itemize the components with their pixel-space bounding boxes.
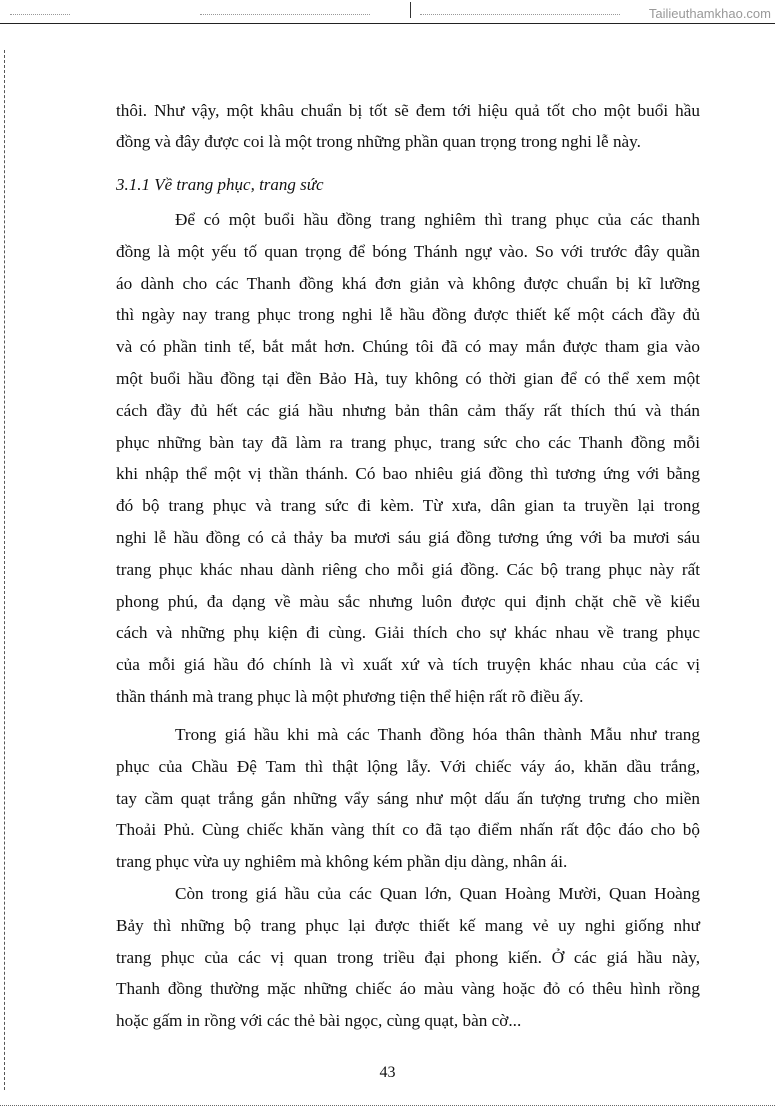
text-line: cách đầy đủ hết các giá hầu nhưng bản thân cảm thấy rất thích thú và thán [116,401,700,420]
text-line: hoặc gấm in rồng với các thẻ bài ngọc, cùng quạt, bàn cờ... [116,1011,522,1030]
text-line: trang phục của các vị quan trong triều đại phong kiến. Ở các giá hầu này, [116,948,700,967]
text-line: Còn trong giá hầu của các Quan lớn, Quan Hoàng Mười, Quan Hoàng [175,884,700,903]
left-margin-rule [4,50,6,1090]
header-scan-noise [10,6,70,15]
text-line: Trong giá hầu khi mà các Thanh đồng hóa thân thành Mẫu như trang [175,725,700,744]
text-line: khi nhập thể một vị thần thánh. Có bao nhiêu giá đồng thì tương ứng với bằng [116,464,700,483]
header-rule [0,23,775,24]
text-line: áo dành cho các Thanh đồng khá đơn giản và không được chuẩn bị kĩ lưỡng [116,274,700,293]
section-heading: 3.1.1 Về trang phục, trang sức [116,175,324,194]
text-line: trang phục khác nhau dành riêng cho mỗi giá đồng. Các bộ trang phục này rất [116,560,700,579]
watermark: Tailieuthamkhao.com [648,6,771,21]
text-line: phục những bàn tay đã làm ra trang phục, trang sức cho các Thanh đồng mỗi [116,433,700,452]
text-line: của mỗi giá hầu đó chính là vì xuất xứ và tích truyện khác nhau của các vị [116,655,700,674]
text-line: Bảy thì những bộ trang phục lại được thiết kế mang vẻ uy nghi giống như [116,916,700,935]
text-line: thì ngày nay trang phục trong nghi lễ hầu đồng được thiết kế một cách đầy đủ [116,305,700,324]
text-line: đó bộ trang phục và trang sức đi kèm. Từ xưa, dân gian ta truyền lại trong [116,496,700,515]
text-line: Thoải Phủ. Cùng chiếc khăn vàng thít co đã tạo điểm nhấn rất độc đáo cho bộ [116,820,700,839]
footer-rule [0,1105,775,1106]
page-number: 43 [379,1064,396,1081]
text-line: thôi. Như vậy, một khâu chuẩn bị tốt sẽ đem tới hiệu quả tốt cho một buổi hầu [116,101,700,120]
text-line: một buổi hầu đồng tại đền Bảo Hà, tuy không có thời gian để có thể xem một [116,369,700,388]
text-line: đồng là một yếu tố quan trọng để bóng Thánh ngự vào. So với trước đây quần [116,242,700,261]
header-scan-noise [420,6,620,15]
text-line: đồng và đây được coi là một trong những phần quan trọng trong nghi lễ này. [116,132,641,151]
text-line: trang phục vừa uy nghiêm mà không kém phần dịu dàng, nhân ái. [116,852,568,871]
text-line: Thanh đồng thường mặc những chiếc áo màu vàng hoặc đỏ có thêu hình rồng [116,979,700,998]
text-line: tay cầm quạt trắng gắn những vẩy sáng như một dấu ấn tượng trưng cho miền [116,789,700,808]
text-line: nghi lễ hầu đồng có cả thảy ba mươi sáu giá đồng tương ứng với ba mươi sáu [116,528,700,547]
text-line: và có phần tinh tế, bắt mắt hơn. Chúng tôi đã có may mắn được tham gia vào [116,337,700,356]
text-line: cách và những phụ kiện đi cùng. Giải thích cho sự khác nhau về trang phục [116,623,700,642]
text-line: phục của Chầu Đệ Tam thì thật lộng lẫy. Với chiếc váy áo, khăn dầu trắng, [116,757,700,776]
header-divider [410,2,411,18]
text-line: phong phú, đa dạng về màu sắc nhưng luôn được qui định chặt chẽ về kiểu [116,592,700,611]
header-scan-noise [200,6,370,15]
text-line: thần thánh mà trang phục là một phương tiện thể hiện rất rõ điều ấy. [116,687,584,706]
text-line: Để có một buổi hầu đồng trang nghiêm thì trang phục của các thanh [175,210,700,229]
